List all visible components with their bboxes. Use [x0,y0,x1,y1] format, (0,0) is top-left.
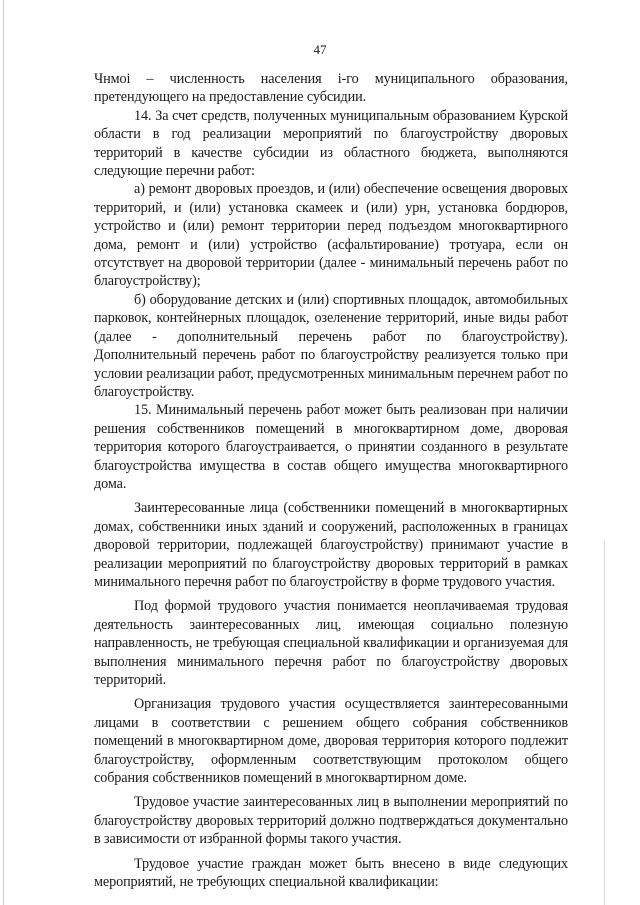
scan-edge-right [604,540,605,905]
paragraph-item-15: 15. Минимальный перечень работ может быть реализован при наличии решения собственников помещений в многоквартирном доме, дворовая территория которого благоустраивается, о принятии созданного в результате благоустройства имущества в состав общего имущества многоквартирного дома. [94,402,568,492]
paragraph-labor-participation-confirmation: Трудовое участие заинтересованных лиц в выполнении мероприятий по благоустройству дворовых территорий должно подтверждаться документально в зависимости от избранной формы такого участия. [94,794,568,848]
paragraph-labor-participation-activities: Трудовое участие граждан может быть внесено в виде следующих мероприятий, не требующих специальной квалификации: [94,855,568,891]
paragraph-subitem-b: б) оборудование детских и (или) спортивных площадок, автомобильных парковок, контейнерных площадок, озеленение территорий, иные виды работ (далее - дополнительный перечень работ по благоустройству). Дополнительный перечень работ по благоустройству реализуется только при условии реализации работ, предусмотренных минимальным перечнем работ по благоустройству. [94,291,568,400]
page-number: 47 [313,42,327,57]
paragraph-item-14: 14. За счет средств, полученных муниципальным образованием Курской области в год реализации мероприятий по благоустройству дворовых территорий в качестве субсидии из областного бюджета, выполняются следующие перечни работ: [94,107,568,180]
paragraph-interested-parties: Заинтересованные лица (собственники помещений в многоквартирных домах, собственники иных зданий и сооружений, расположенных в границах дворовой территории, подлежащей благоустройству) принимают участие в реализации мероприятий по благоустройству дворовых территорий в рамках минимального перечня работ по благоустройству в форме трудового участия. [94,500,568,590]
paragraph-definition-chnmoi: Чнмоi – численность населения i-го муниципального образования, претендующего на предоставление субсидии. [94,71,568,106]
paragraph-labor-participation-definition: Под формой трудового участия понимается неоплачиваемая трудовая деятельность заинтересованных лиц, имеющая социально полезную направленность, не требующая специальной квалификации и организуемая для выполнения минимального перечня работ по благоустройству дворовых территорий. [94,598,568,688]
document-body [94,70,568,891]
paragraph-labor-participation-organization: Организация трудового участия осуществляется заинтересованными лицами в соответствии с решением общего собрания собственников помещений в многоквартирном доме, дворовая территория которого подлежит благоустройству, оформленным соответствующим протоколом общего собрания собственников помещений в многоквартирном доме. [94,696,568,787]
scan-edge-left [3,0,4,905]
paragraph-subitem-a: а) ремонт дворовых проездов, и (или) обеспечение освещения дворовых территорий, и (или) установка скамеек и (или) урн, установка бордюров, устройство и (или) ремонт территории перед подъездом многоквартирного дома, ремонт и (или) устройство (асфальтирование) тротуара, если он отсутствует на дворовой территории (далее - минимальный перечень работ по благоустройству); [94,181,568,290]
